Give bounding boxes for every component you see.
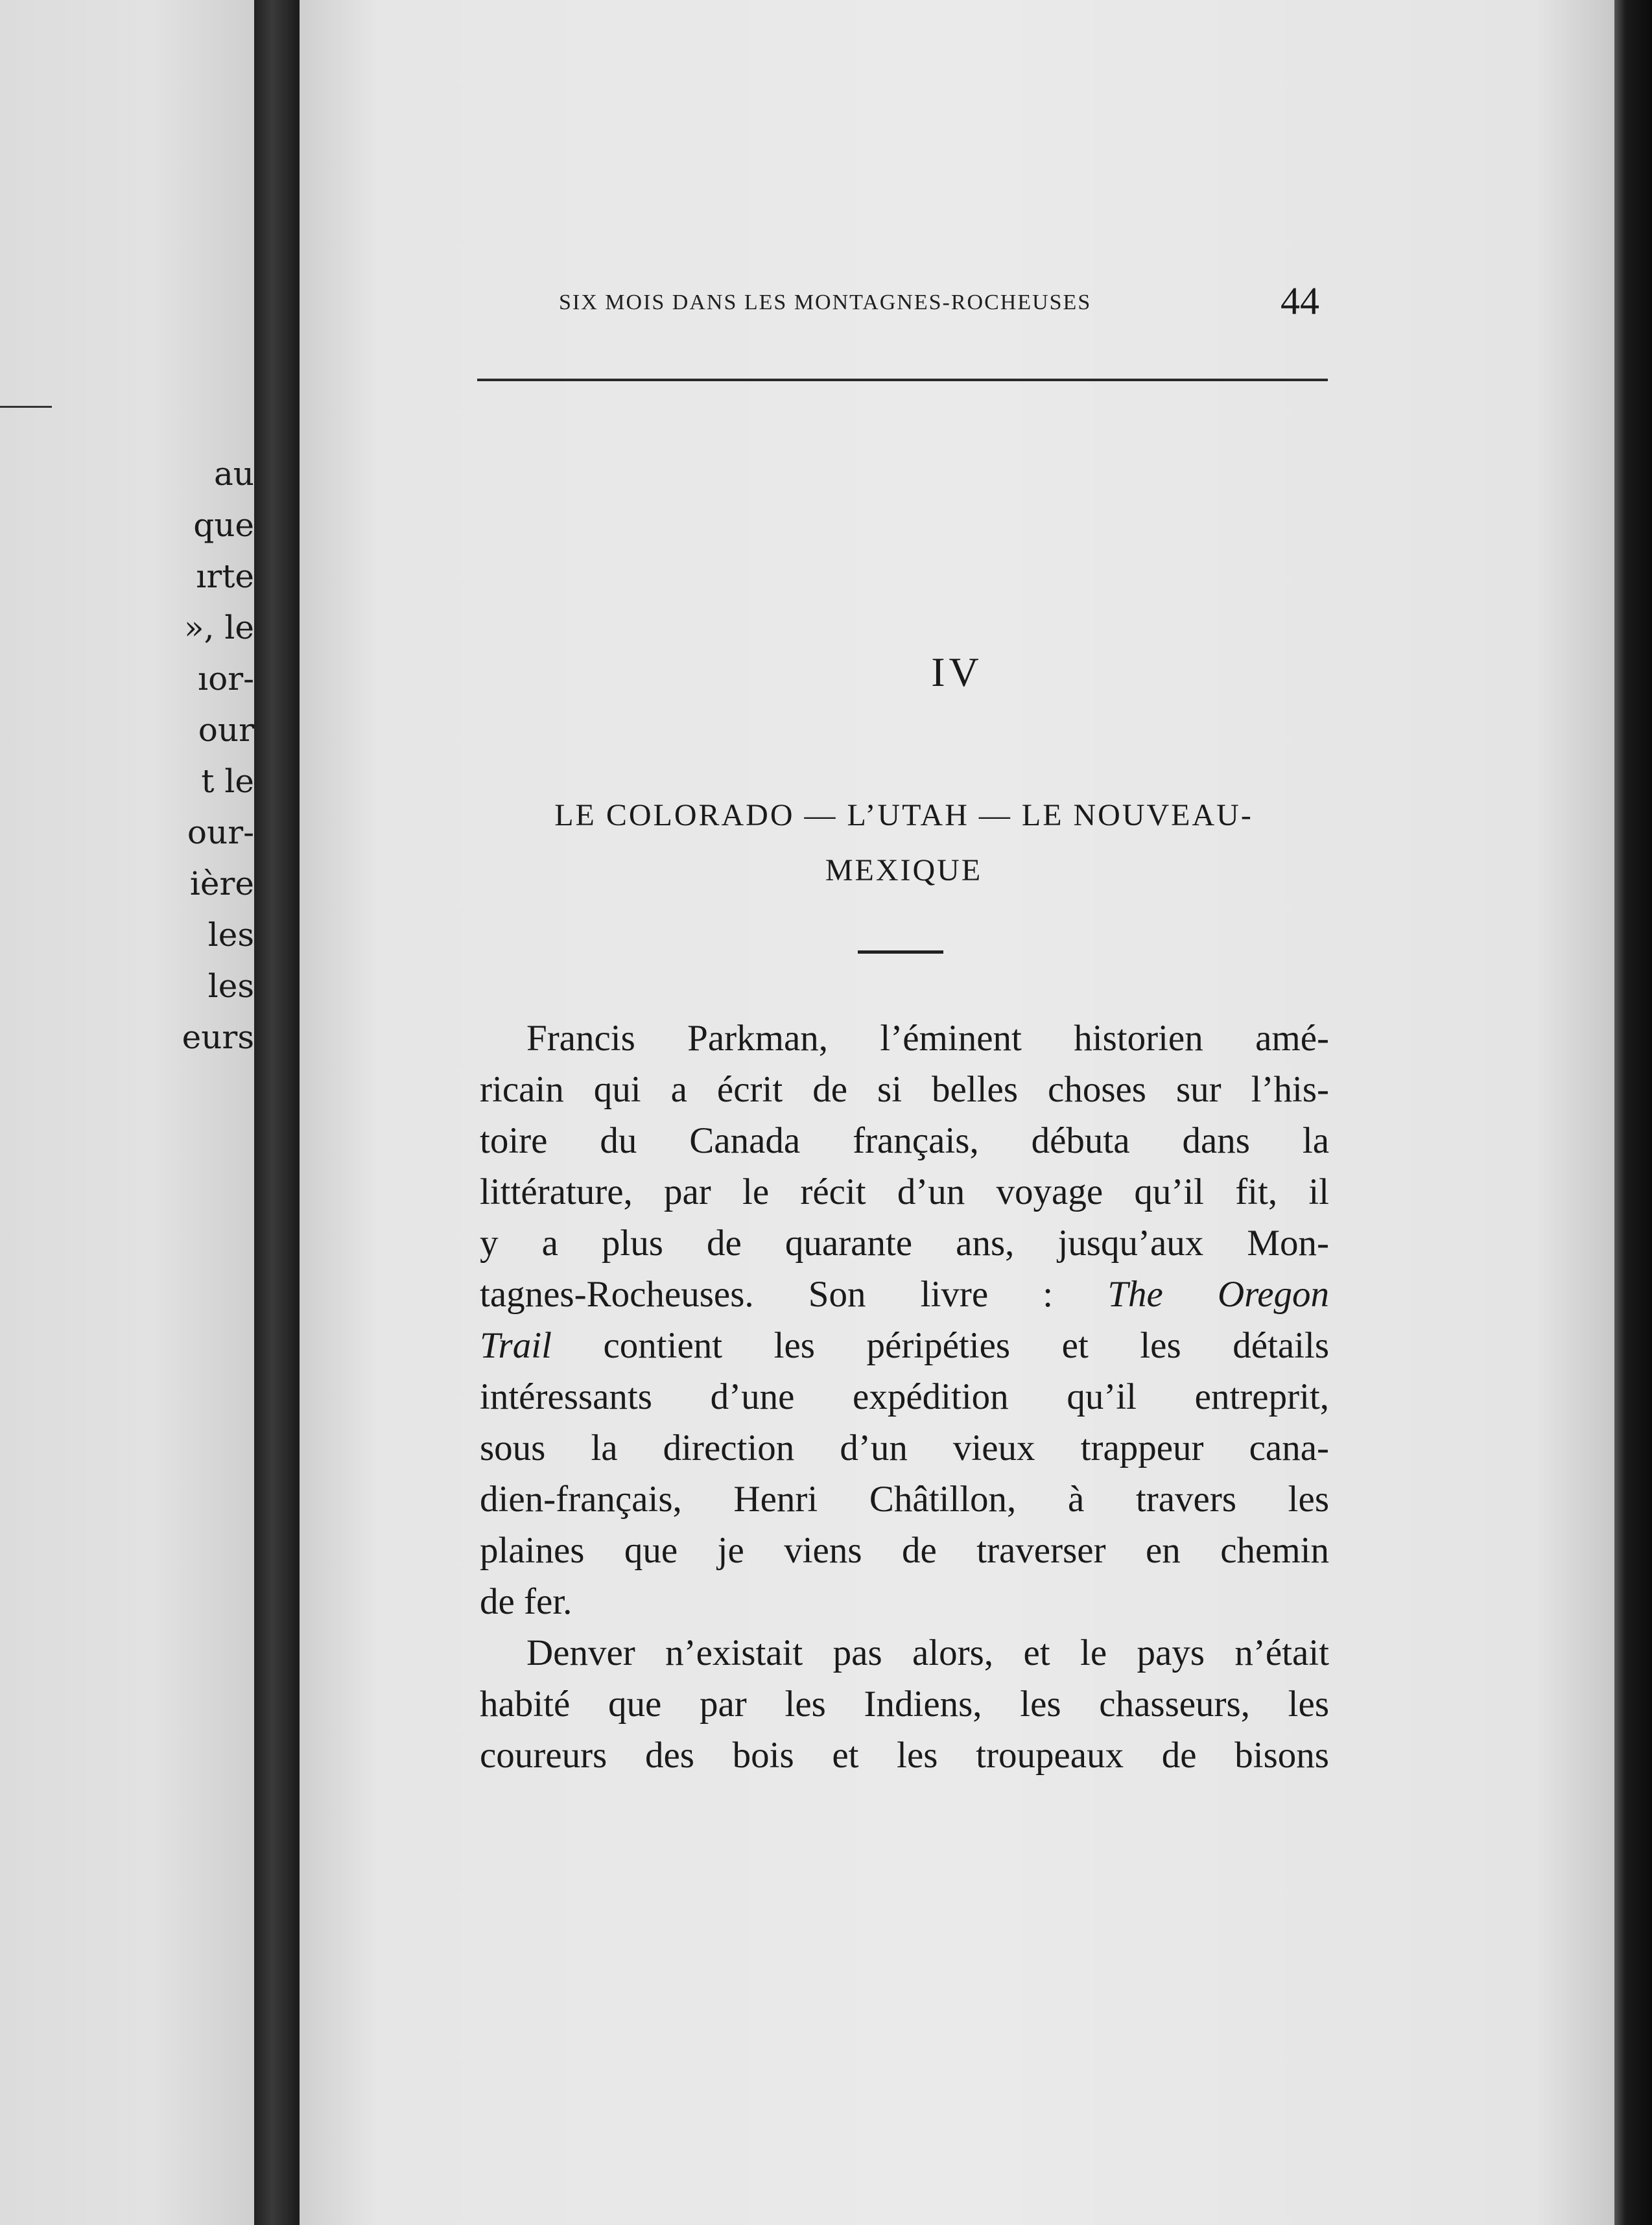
text-line: coureurs des bois et les troupeaux de bisons	[480, 1735, 1329, 1776]
text-line: y a plus de quarante ans, jusqu’aux Mon-	[480, 1223, 1329, 1264]
left-fragment: les	[207, 916, 254, 954]
text-line: toire du Canada français, débuta dans la	[480, 1120, 1329, 1161]
chapter-title	[480, 788, 1328, 898]
left-fragment: our	[198, 711, 254, 749]
chapter-number: IV	[931, 649, 983, 695]
header-rule	[477, 379, 1328, 381]
text-line: ricain qui a écrit de si belles choses sur l’his-	[480, 1069, 1329, 1110]
left-page-text-fragments	[150, 449, 254, 1063]
left-fragment: ière	[189, 865, 254, 902]
page-edge-shadow	[1614, 0, 1652, 2225]
chapter-title-rule	[858, 950, 943, 954]
text-span: contient les péripéties et les détails	[603, 1325, 1329, 1366]
left-fragment: ırte	[196, 558, 254, 595]
text-line: de fer.	[480, 1581, 572, 1622]
text-line: sous la direction d’un vieux trappeur cana-	[480, 1428, 1329, 1468]
book-title-italic: The Oregon	[1107, 1274, 1330, 1315]
left-fragment: que	[193, 506, 254, 544]
left-fragment: au	[213, 455, 254, 493]
text-line	[480, 1320, 1329, 1371]
left-fragment: ıor-	[198, 660, 254, 698]
left-fragment: t le	[201, 762, 254, 800]
text-line: plaines que je viens de traverser en chemin	[480, 1530, 1329, 1571]
left-facing-page	[0, 0, 254, 2225]
text-line	[480, 1269, 1329, 1320]
page-number: 44	[1280, 279, 1319, 322]
left-fragment: our-	[187, 814, 254, 851]
left-fragment: eurs	[182, 1018, 254, 1056]
running-head: SIX MOIS DANS LES MONTAGNES-ROCHEUSES	[559, 290, 1092, 314]
left-page-rule	[0, 406, 52, 408]
body-text	[480, 1013, 1329, 1781]
left-fragment: les	[207, 967, 254, 1005]
text-line: littérature, par le récit d’un voyage qu’il fit, il	[480, 1171, 1329, 1212]
chapter-title-line-1: LE COLORADO — L’UTAH — LE NOUVEAU-	[554, 798, 1253, 832]
text-line: Denver n’existait pas alors, et le pays n’était	[526, 1632, 1329, 1673]
text-line: intéressants d’une expédition qu’il entreprit,	[480, 1376, 1329, 1417]
book-title-italic: Trail	[480, 1325, 552, 1366]
left-fragment: », le	[184, 609, 254, 646]
chapter-title-line-2: MEXIQUE	[825, 853, 983, 888]
text-span: tagnes-Rocheuses. Son livre :	[480, 1274, 1054, 1315]
text-line: dien-français, Henri Châtillon, à travers les	[480, 1479, 1329, 1520]
text-line: Francis Parkman, l’éminent historien amé-	[526, 1018, 1329, 1059]
book-gutter	[254, 0, 300, 2225]
text-line: habité que par les Indiens, les chasseurs, les	[480, 1684, 1329, 1725]
